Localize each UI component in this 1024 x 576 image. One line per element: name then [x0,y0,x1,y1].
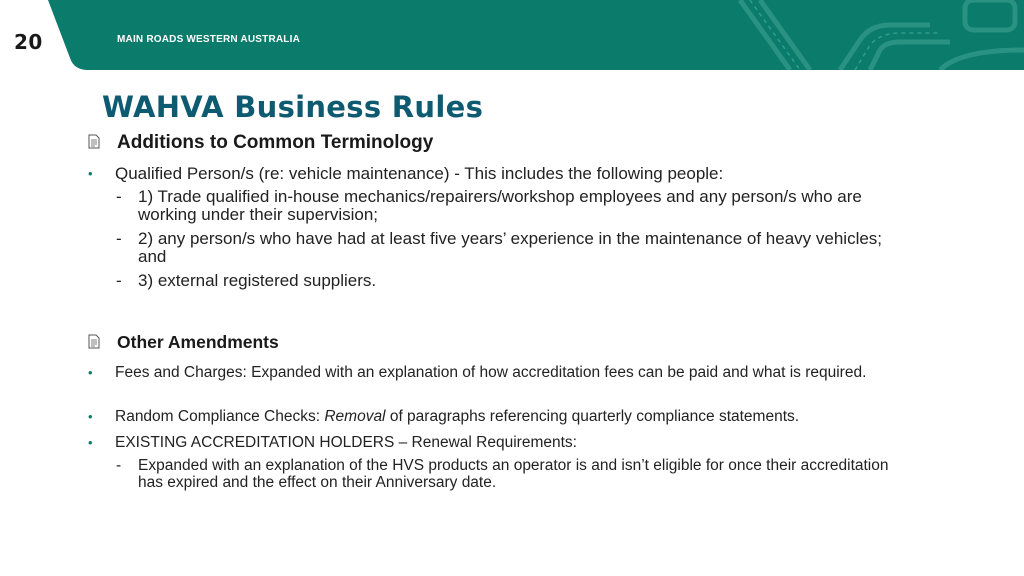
list-item-text: Fees and Charges: Expanded with an explanation of how accreditation fees can be paid and what is required. [115,364,867,381]
sub-list-item [116,230,896,266]
organisation-name: MAIN ROADS WESTERN AUSTRALIA [117,34,301,45]
sub-list-item-text: Expanded with an explanation of the HVS products an operator is and isn’t eligible for once their accreditation has expired and the effect on their Anniversary date. [138,457,889,491]
section-heading-text: Additions to Common Terminology [117,132,434,153]
sub-list-item [116,457,896,491]
emphasis-text: Removal [324,408,386,425]
bullet-icon: • [88,409,93,424]
list-item [88,408,888,425]
list-item [88,164,888,183]
sub-list-item [116,272,896,290]
dash-icon: - [116,229,122,248]
dash-icon: - [116,271,122,290]
list-item-text: Qualified Person/s (re: vehicle maintenance) - This includes the following people: [115,164,724,183]
section-heading-text: Other Amendments [117,332,279,352]
bullet-icon: • [88,166,93,181]
bullet-icon: • [88,365,93,380]
list-item [88,434,888,451]
header-banner [0,0,1024,70]
sub-list-item-text: 3) external registered suppliers. [138,271,377,290]
list-item-text [115,408,888,425]
dash-icon: - [116,187,122,206]
bullet-icon: • [88,435,93,450]
sub-list-item-text: 1) Trade qualified in-house mechanics/repairers/workshop employees and any person/s who are working under their supervision; [138,187,862,224]
sub-list-item [116,188,896,224]
section-heading-amendments [88,332,279,353]
document-icon [88,134,100,149]
list-item-rest: of paragraphs referencing quarterly compliance statements. [385,408,800,425]
dash-icon: - [116,457,122,474]
page-title: WAHVA Business Rules [102,90,484,124]
sub-list-item-text: 2) any person/s who have had at least five years’ experience in the maintenance of heavy vehicles; and [138,229,883,266]
list-item-lead: Random Compliance Checks: [115,408,325,425]
section-heading-terminology [88,132,433,154]
list-item [88,364,888,381]
document-icon [88,334,100,349]
list-item-text: EXISTING ACCREDITATION HOLDERS – Renewal Requirements: [115,434,577,451]
slide-number: 20 [14,30,43,54]
